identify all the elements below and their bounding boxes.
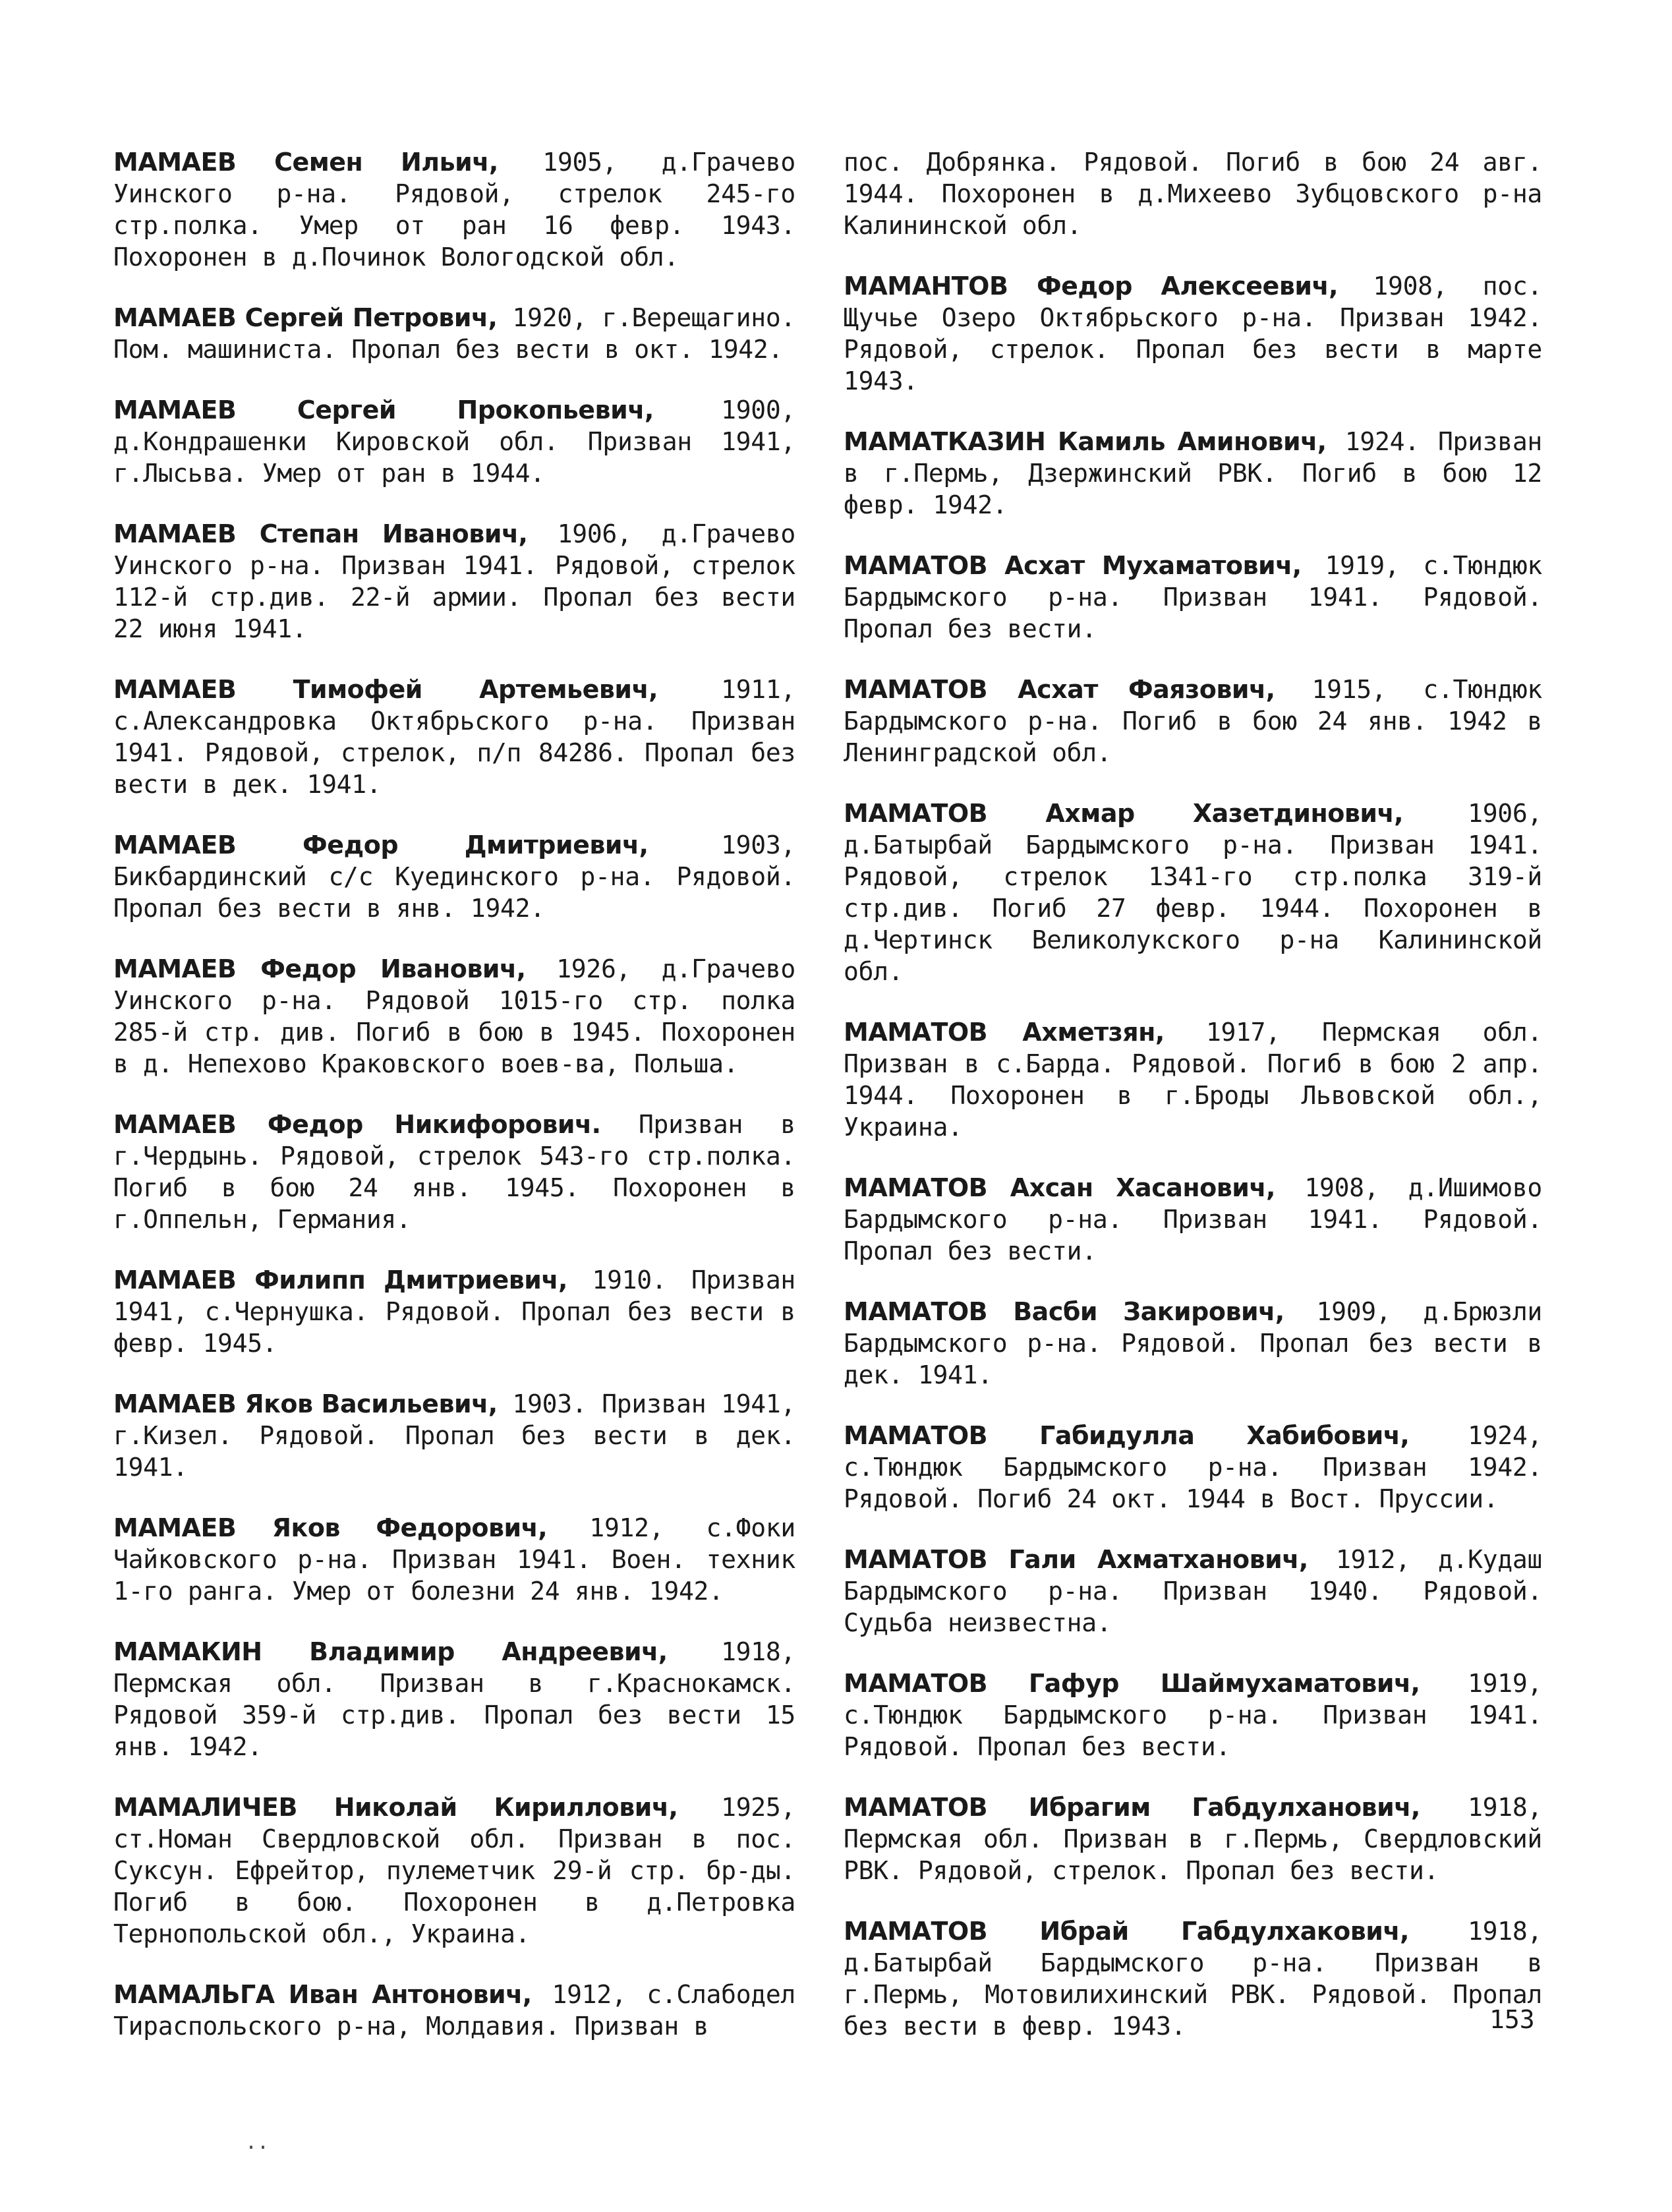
entry-name: МАМАЕВ Яков Васильевич, <box>113 1389 498 1418</box>
entry-name: МАМАТКАЗИН Камиль Аминович, <box>844 427 1327 456</box>
scan-speck: .. <box>245 2131 270 2154</box>
right-column <box>844 146 1542 2071</box>
entry-text: 1918, Пермская обл. Призван в г.Краснокамск. Рядовой 359-й стр.див. Пропал без вести 15 янв. 1942. <box>113 1637 795 1761</box>
entry-text: 1918, Пермская обл. Призван в г.Пермь, Свердловский РВК. Рядовой, стрелок. Пропал без вести. <box>844 1793 1542 1885</box>
entry-text: 1917, Пермская обл. Призван в с.Барда. Рядовой. Погиб в бою 2 апр. 1944. Похоронен в г.Броды Львовской обл., Украина. <box>844 1018 1542 1142</box>
entry <box>844 1668 1542 1762</box>
entry-text: Призван в г.Чердынь. Рядовой, стрелок 543-го стр.полка. Погиб в бою 24 янв. 1945. Похоронен в г.Оппельн, Германия. <box>113 1110 795 1234</box>
entry-text: 1905, д.Грачево Уинского р-на. Рядовой, стрелок 245-го стр.полка. Умер от ран 16 февр. 1943. Похоронен в д.Починок Вологодской обл. <box>113 148 796 272</box>
entry-text: 1903. Призван 1941, г.Кизел. Рядовой. Пропал без вести в дек. 1941. <box>113 1389 796 1482</box>
entry <box>113 1512 795 1607</box>
entry-name: МАМАЛЬГА Иван Антонович, <box>113 1980 532 2009</box>
entry-name: МАМАТОВ Ахсан Хасанович, <box>844 1173 1275 1202</box>
entry-text: 1909, д.Брюзли Бардымского р-на. Рядовой. Пропал без вести в дек. 1941. <box>844 1297 1542 1389</box>
entry-name: МАМАТОВ Ибрагим Габдулханович, <box>844 1793 1420 1822</box>
entry-text: 1918, д.Батырбай Бардымского р-на. Призван в г.Пермь, Мотовилихинский РВК. Рядовой. Пропал без вести в февр. 1943. <box>844 1917 1542 2041</box>
entry <box>844 426 1542 521</box>
entry-text: 1924, с.Тюндюк Бардымского р-на. Призван 1942. Рядовой. Погиб 24 окт. 1944 в Вост. Пруссии. <box>844 1421 1543 1513</box>
entry <box>844 1296 1542 1391</box>
entry <box>113 674 795 800</box>
entry <box>113 394 795 489</box>
entry <box>113 302 795 365</box>
entry-name: МАМАЕВ Федор Никифорович. <box>113 1110 601 1139</box>
entry-text: 1926, д.Грачево Уинского р-на. Рядовой 1015-го стр. полка 285-й стр. див. Погиб в бою в 1945. Похоронен в д. Непехово Краковского воев-ва, Польша. <box>113 954 795 1078</box>
entry-continuation <box>844 146 1542 241</box>
entry-text: 1912, с.Слабодел Тираспольского р-на, Молдавия. Призван в <box>113 1980 796 2041</box>
entry <box>844 1915 1542 2042</box>
entry <box>113 146 795 273</box>
entry-text: 1908, д.Ишимово Бардымского р-на. Призван 1941. Рядовой. Пропал без вести. <box>844 1173 1543 1266</box>
entry-text: 1911, с.Александровка Октябрьского р-на. Призван 1941. Рядовой, стрелок, п/п 84286. Пропал без вести в дек. 1941. <box>113 675 796 799</box>
entry <box>113 1264 795 1359</box>
page-number: 153 <box>1489 2005 1535 2034</box>
entry-text: 1912, с.Фоки Чайковского р-на. Призван 1941. Воен. техник 1-го ранга. Умер от болезни 24 янв. 1942. <box>113 1513 795 1606</box>
entry <box>113 518 795 645</box>
entry-text: 1912, д.Кудаш Бардымского р-на. Призван 1940. Рядовой. Судьба неизвестна. <box>844 1545 1542 1637</box>
entry-text: 1915, с.Тюндюк Бардымского р-на. Погиб в бою 24 янв. 1942 в Ленинградской обл. <box>844 675 1542 767</box>
left-column <box>113 146 795 2071</box>
entry <box>844 1172 1542 1267</box>
entry-text: 1919, с.Тюндюк Бардымского р-на. Призван 1941. Рядовой. Пропал без вести. <box>844 551 1542 643</box>
entry-text: пос. Добрянка. Рядовой. Погиб в бою 24 авг. 1944. Похоронен в д.Михеево Зубцовского р-на Калининской обл. <box>844 148 1542 240</box>
entry-text: 1925, ст.Номан Свердловской обл. Призван в пос. Суксун. Ефрейтор, пулеметчик 29-й стр. бр-ды. Погиб в бою. Похоронен в д.Петровка Тернопольской обл., Украина. <box>113 1793 796 1948</box>
entry-name: МАМАЕВ Федор Иванович, <box>113 954 526 983</box>
entry-text: 1900, д.Кондрашенки Кировской обл. Призван 1941, г.Лысьва. Умер от ран в 1944. <box>113 395 796 488</box>
entry <box>113 953 795 1080</box>
entry-text: 1906, д.Грачево Уинского р-на. Призван 1941. Рядовой, стрелок 112-й стр.див. 22-й армии. Пропал без вести 22 июня 1941. <box>113 519 795 643</box>
entry-name: МАМАТОВ Асхат Фаязович, <box>844 675 1275 704</box>
entry-name: МАМАЛИЧЕВ Николай Кириллович, <box>113 1793 678 1822</box>
entry <box>113 1109 795 1235</box>
entry-name: МАМАТОВ Ахметзян, <box>844 1018 1165 1047</box>
entry-name: МАМАТОВ Гали Ахматханович, <box>844 1545 1308 1574</box>
entry <box>844 1544 1542 1639</box>
entry <box>844 1420 1542 1515</box>
entry-text: 1919, с.Тюндюк Бардымского р-на. Призван 1941. Рядовой. Пропал без вести. <box>844 1669 1542 1761</box>
entry <box>113 1636 795 1762</box>
entry-name: МАМАЕВ Филипп Дмитриевич, <box>113 1266 567 1295</box>
entry-text: 1903, Бикбардинский с/с Куединского р-на. Рядовой. Пропал без вести в янв. 1942. <box>113 830 795 923</box>
entry-name: МАМАТОВ Гафур Шаймухаматович, <box>844 1669 1420 1698</box>
entry-name: МАМАТОВ Габидулла Хабибович, <box>844 1421 1410 1450</box>
entry-text: 1910. Призван 1941, с.Чернушка. Рядовой. Пропал без вести в февр. 1945. <box>113 1266 795 1358</box>
entry <box>844 1791 1542 1886</box>
entry <box>844 1016 1542 1143</box>
entry-name: МАМАЕВ Яков Федорович, <box>113 1513 548 1542</box>
entry-name: МАМАТОВ Ибрай Габдулхакович, <box>844 1917 1409 1946</box>
entry-text: 1920, г.Верещагино. Пом. машиниста. Пропал без вести в окт. 1942. <box>113 303 796 364</box>
entry-name: МАМАЕВ Семен Ильич, <box>113 148 498 177</box>
entry-text: 1906, д.Батырбай Бардымского р-на. Призван 1941. Рядовой, стрелок 1341-го стр.полка 319-й стр.див. Погиб 27 февр. 1944. Похоронен в д.Чертинск Великолукского р-на Калининской обл. <box>844 799 1543 986</box>
entry-name: МАМАТОВ Васби Закирович, <box>844 1297 1284 1326</box>
entry-name: МАМАЕВ Федор Дмитриевич, <box>113 830 649 859</box>
entry-name: МАМАЕВ Тимофей Артемьевич, <box>113 675 658 704</box>
entry-name: МАМАЕВ Степан Иванович, <box>113 519 528 548</box>
entry-name: МАМАЕВ Сергей Петрович, <box>113 303 498 332</box>
entry <box>844 674 1542 769</box>
entry <box>844 550 1542 645</box>
entry-name: МАМАТОВ Ахмар Хазетдинович, <box>844 799 1404 828</box>
entry <box>844 798 1542 987</box>
entry <box>113 829 795 924</box>
entry-name: МАМАТОВ Асхат Мухаматович, <box>844 551 1302 580</box>
entry <box>113 1791 795 1950</box>
entry-name: МАМАНТОВ Федор Алексеевич, <box>844 272 1339 301</box>
entry-text: 1908, пос. Щучье Озеро Октябрьского р-на. Призван 1942. Рядовой, стрелок. Пропал без вести в марте 1943. <box>844 272 1542 395</box>
entry-name: МАМАЕВ Сергей Прокопьевич, <box>113 395 654 424</box>
entry-text: 1924. Призван в г.Пермь, Дзержинский РВК. Погиб в бою 12 февр. 1942. <box>844 427 1542 519</box>
entry <box>113 1979 795 2042</box>
entry <box>113 1388 795 1483</box>
entry <box>844 270 1542 397</box>
entry-name: МАМАКИН Владимир Андреевич, <box>113 1637 668 1666</box>
